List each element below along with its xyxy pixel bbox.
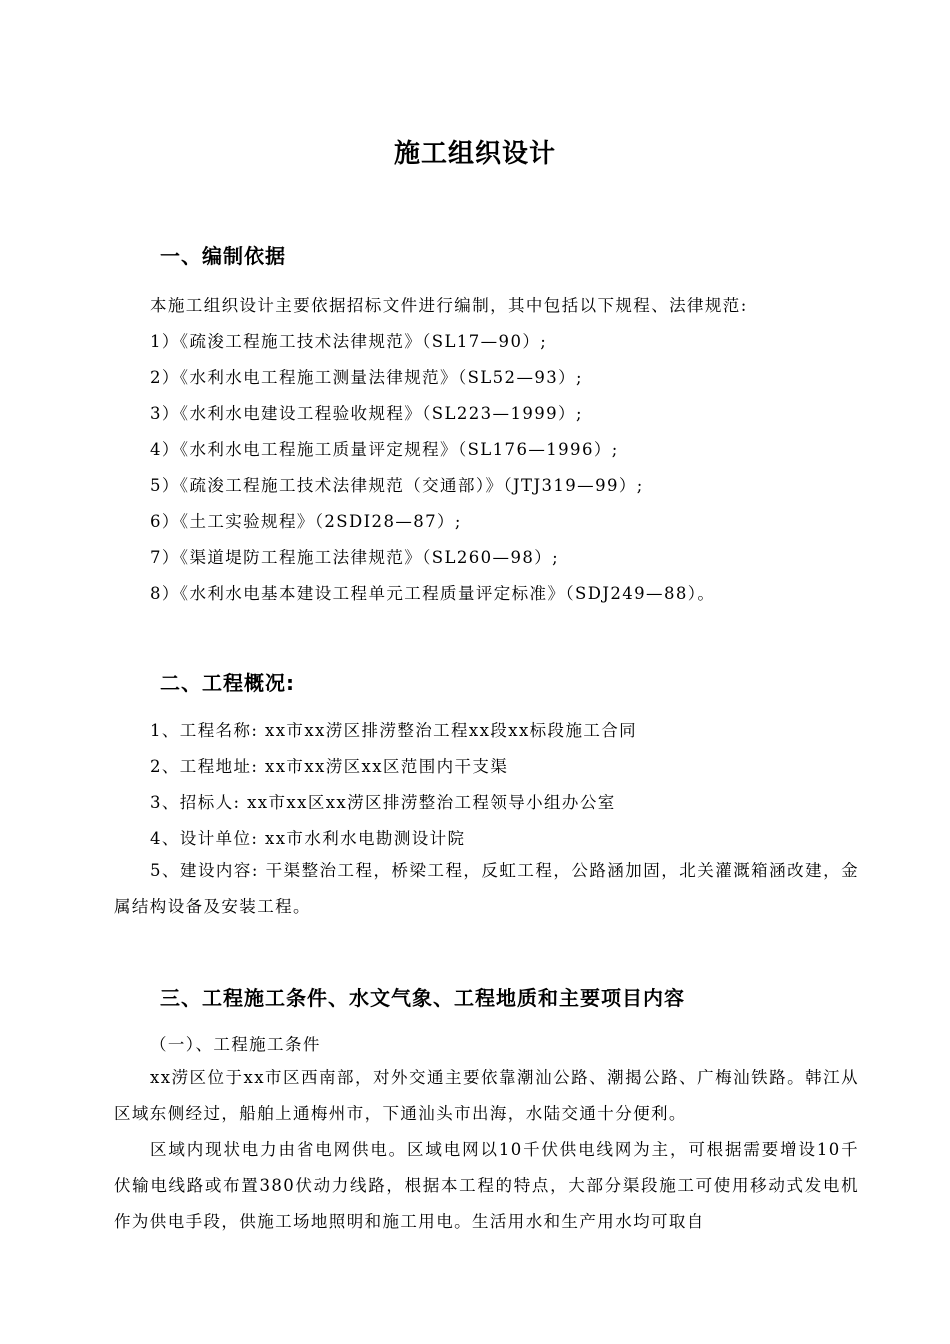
- basis-item: 4）《水利水电工程施工质量评定规程》（SL176—1996）;: [150, 440, 619, 459]
- basis-item: 1）《疏浚工程施工技术法律规范》（SL17—90）;: [150, 332, 548, 351]
- basis-intro: 本施工组织设计主要依据招标文件进行编制，其中包括以下规程、法律规范:: [150, 296, 748, 315]
- overview-item-content: 5、建设内容: 干渠整治工程，桥梁工程，反虹工程，公路涵加固，北关灌溉箱涵改建，金属结构设备及安装工程。: [114, 861, 859, 916]
- basis-item: 3）《水利水电建设工程验收规程》（SL223—1999）;: [150, 404, 583, 423]
- overview-item: 4、设计单位: xx市水利水电勘测设计院: [150, 829, 466, 848]
- basis-item: 2）《水利水电工程施工测量法律规范》（SL52—93）;: [150, 368, 584, 387]
- basis-item: 8）《水利水电基本建设工程单元工程质量评定标准》（SDJ249—88）。: [150, 584, 716, 603]
- section-heading-conditions: 三、工程施工条件、水文气象、工程地质和主要项目内容: [160, 986, 685, 1010]
- section-heading-basis: 一、编制依据: [160, 244, 286, 268]
- basis-item: 5）《疏浚工程施工技术法律规范（交通部）》（JTJ319—99）;: [150, 476, 644, 495]
- paragraph-power: 区域内现状电力由省电网供电。区域电网以10千伏供电线网为主，可根据需要增设10千伏输电线路或布置380伏动力线路，根据本工程的特点，大部分渠段施工可使用移动式发电机作为供电手段，供施工场地照明和施工用电。生活用水和生产用水均可取自: [114, 1140, 859, 1231]
- basis-item: 6）《土工实验规程》（2SDI28—87）;: [150, 512, 462, 531]
- overview-item: 2、工程地址: xx市xx涝区xx区范围内干支渠: [150, 757, 509, 776]
- section-heading-overview: 二、工程概况:: [160, 671, 295, 695]
- overview-item: 1、工程名称: xx市xx涝区排涝整治工程xx段xx标段施工合同: [150, 721, 638, 740]
- basis-item: 7）《渠道堤防工程施工法律规范》（SL260—98）;: [150, 548, 560, 567]
- page-title: 施工组织设计: [393, 139, 556, 169]
- paragraph-traffic: xx涝区位于xx市区西南部，对外交通主要依靠潮汕公路、潮揭公路、广梅汕铁路。韩江从区域东侧经过，船舶上通梅州市，下通汕头市出海，水陆交通十分便利。: [114, 1068, 859, 1123]
- overview-item: 3、招标人: xx市xx区xx涝区排涝整治工程领导小组办公室: [150, 793, 616, 812]
- sub-heading-conditions: （一）、工程施工条件: [150, 1035, 321, 1054]
